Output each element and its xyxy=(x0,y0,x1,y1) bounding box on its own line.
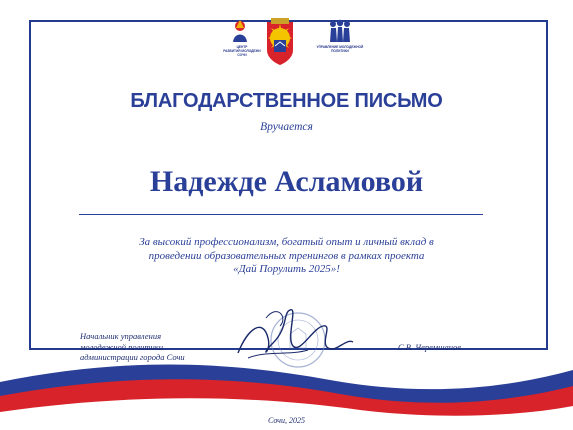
recipient-underline xyxy=(79,214,483,215)
youth-center-logo-text-3: СОЧИ xyxy=(237,52,247,57)
youth-policy-logo xyxy=(316,18,364,68)
document-subtitle: Вручается xyxy=(260,121,313,133)
youth-center-logo-text-2: РАЗВИТИЯ МОЛОДЕЖИ xyxy=(223,48,261,53)
youth-policy-logo-text-1: УПРАВЛЕНИЕ МОЛОДЕЖНОЙ xyxy=(316,45,364,49)
gratitude-line-3: «Дай Порулить 2025»! xyxy=(233,263,340,275)
signer-name: С.В. Черемшанов xyxy=(398,342,461,352)
footer-place-year: Сочи, 2025 xyxy=(268,416,305,425)
gratitude-text xyxy=(100,236,473,277)
youth-center-emblem-icon xyxy=(230,18,250,44)
signer-title-line-3: администрации города Сочи xyxy=(80,352,185,362)
sochi-crest-icon xyxy=(265,16,295,66)
gratitude-line-2: проведении образовательных тренингов в рамках проекта xyxy=(148,249,425,262)
youth-policy-logo-text-2: ПОЛИТИКИ xyxy=(331,48,349,53)
youth-center-logo xyxy=(222,18,261,68)
youth-policy-emblem-icon xyxy=(328,18,352,44)
gratitude-line-1: За высокий профессионализм, богатый опыт и личный вклад в xyxy=(139,236,434,248)
document-title: БЛАГОДАРСТВЕННОЕ ПИСЬМО xyxy=(130,90,443,112)
signer-title-line-1: Начальник управления xyxy=(80,331,162,341)
signer-title-line-2: молодежной политики xyxy=(80,341,163,352)
recipient-name: Надежде Асламовой xyxy=(149,165,424,198)
youth-center-logo-text-1: ЦЕНТР xyxy=(236,45,248,49)
